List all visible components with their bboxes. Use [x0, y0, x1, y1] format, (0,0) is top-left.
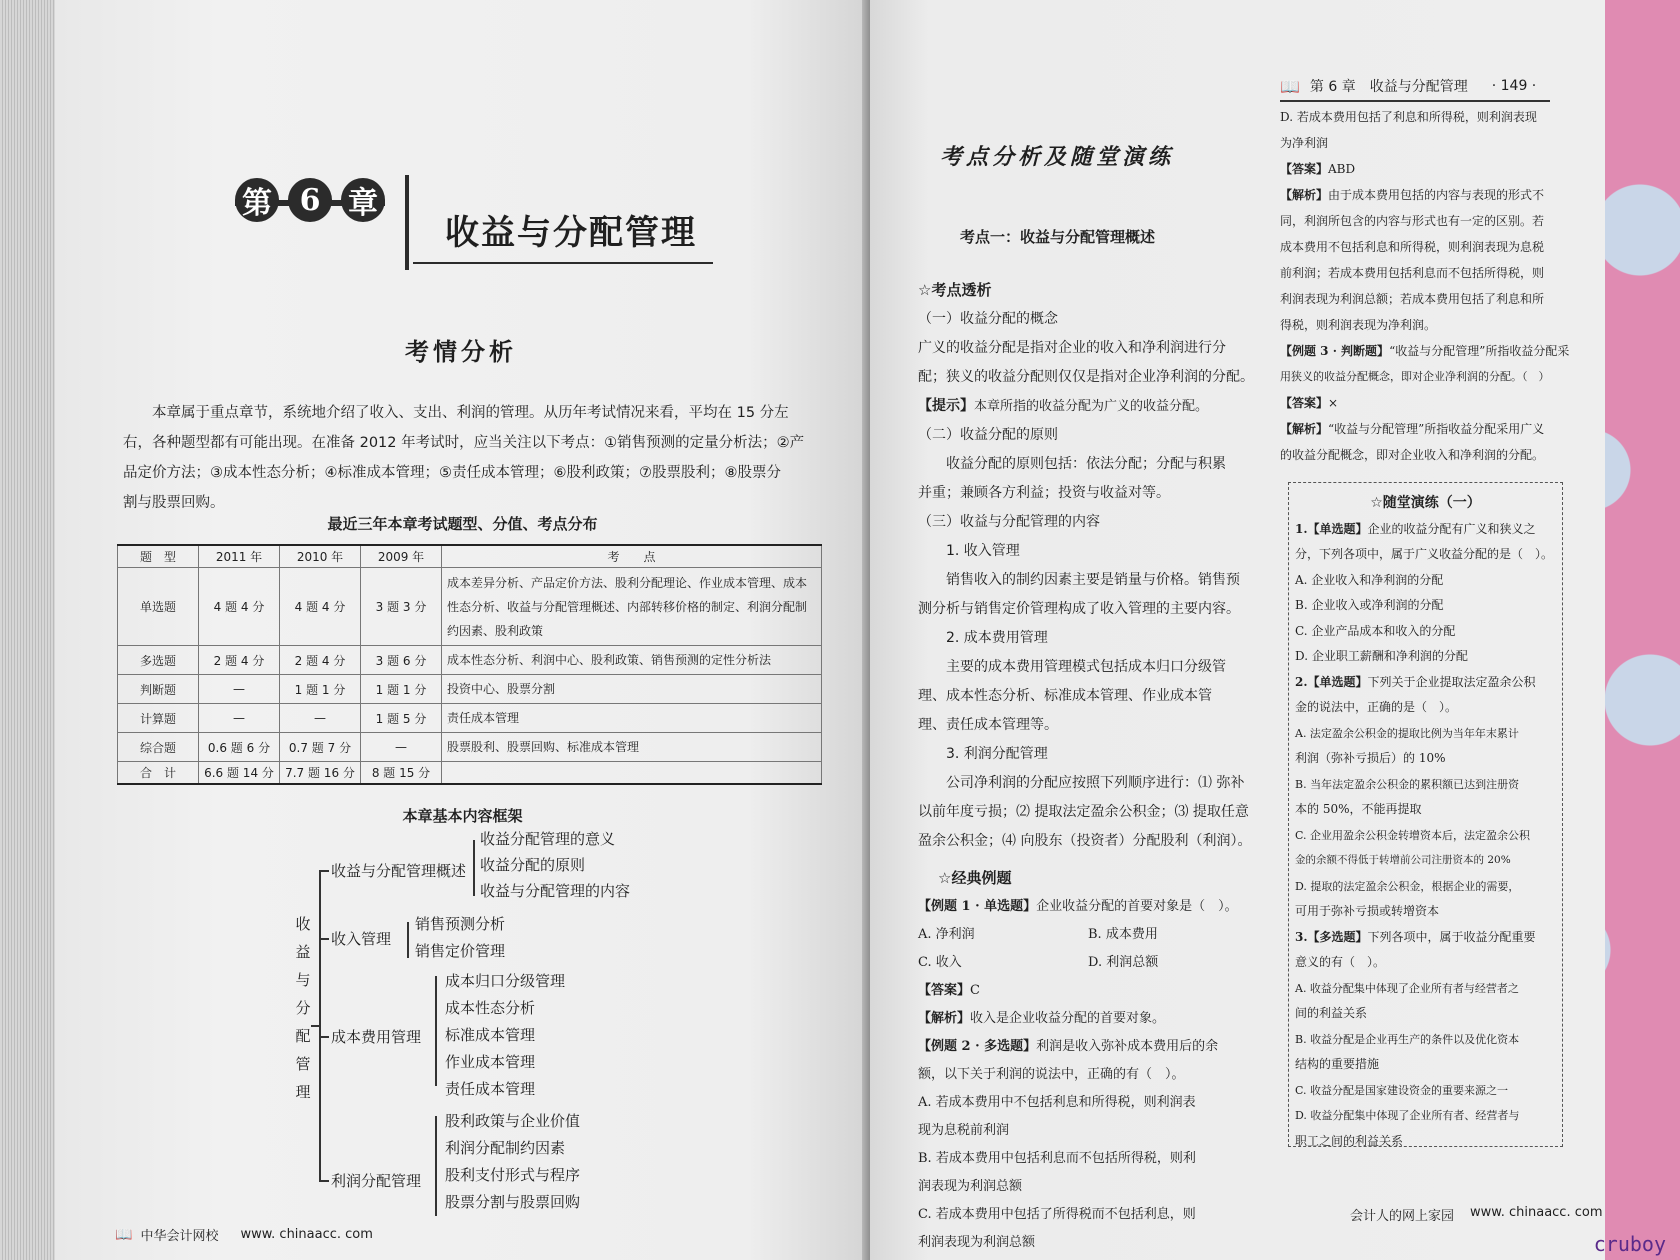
- intro-line: 品定价方法；③成本性态分析；④标准成本管理；⑤责任成本管理；⑥股利政策；⑦股票股利；⑧股票分: [123, 465, 781, 481]
- explanation-text: 利润表现为利润总额；若成本费用包括了利息和所: [1280, 292, 1545, 306]
- para-line: 盈余公积金；⑷ 向股东（投资者）分配股利（利润）。: [918, 833, 1252, 849]
- example-question: 企业收益分配的首要对象是（ ）。: [1036, 899, 1238, 914]
- tip: [918, 392, 1263, 421]
- watermark: cruboy: [1593, 1232, 1666, 1256]
- table-row: [118, 704, 822, 733]
- group-brace: [473, 840, 475, 896]
- example-1: [918, 893, 1263, 921]
- group-brace: [407, 922, 409, 958]
- option: B. 成本费用: [1088, 927, 1158, 942]
- brace-tick: [319, 870, 329, 872]
- tip-label: 【提示】: [918, 398, 974, 414]
- table-title: 最近三年本章考试题型、分值、考点分布: [327, 515, 598, 533]
- para-line: 配；狭义的收益分配则仅仅是指对企业净利润的分配。: [918, 369, 1254, 385]
- option: A. 净利润: [918, 927, 975, 942]
- explanation-label: 【解析】: [918, 1011, 971, 1026]
- option: A. 法定盈余公积金的提取比例为当年年末累计: [1295, 726, 1519, 740]
- chapter-prefix-badge: 第: [235, 178, 279, 222]
- option: B. 若成本费用中包括利息而不包括所得税，则利: [918, 1151, 1196, 1166]
- footer-brand: 中华会计网校: [140, 1229, 219, 1244]
- question-text: 下列各项中，属于收益分配重要: [1367, 929, 1536, 944]
- header-chapter: 第 6 章 收益与分配管理: [1309, 79, 1468, 95]
- exam-distribution-table: [117, 544, 822, 785]
- option: 现为息税前利润: [918, 1123, 1010, 1138]
- footer-slogan: 会计人的网上家园: [1350, 1209, 1455, 1224]
- para-heading: （二）收益分配的原则: [918, 427, 1058, 443]
- header-page-number: · 149 ·: [1491, 78, 1537, 94]
- question-label: 3.【多选题】: [1295, 929, 1368, 944]
- answer-value: C: [970, 983, 980, 998]
- header-rule: [1280, 100, 1550, 102]
- example-label: 【例题 3 · 判断题】: [1280, 344, 1390, 358]
- example-label: 【例题 1 · 单选题】: [918, 899, 1037, 914]
- option: 利润表现为利润总额: [918, 1235, 1036, 1250]
- option: 结构的重要措施: [1295, 1057, 1380, 1071]
- tree-item: 销售定价管理: [415, 942, 506, 960]
- option: D. 利润总额: [1088, 955, 1159, 970]
- brace-tick: [319, 1036, 329, 1038]
- table-row: [118, 646, 822, 675]
- cell-2011: 0.6 题 6 分: [199, 733, 280, 762]
- question-text: 下列关于企业提取法定盈余公积: [1367, 674, 1536, 689]
- example-2: [918, 1033, 1263, 1061]
- table-row: [118, 733, 822, 762]
- cell-2010: 0.7 题 7 分: [280, 733, 361, 762]
- cell-2010: —: [280, 704, 361, 733]
- option: D. 企业职工薪酬和净利润的分配: [1295, 649, 1468, 663]
- option: C. 企业用盈余公积金转增资本后，法定盈余公积: [1295, 828, 1531, 842]
- content-framework-tree: [295, 830, 855, 1220]
- option: A. 企业收入和净利润的分配: [1295, 572, 1444, 587]
- answer-value: ×: [1328, 396, 1339, 410]
- group-brace: [435, 976, 437, 1086]
- cell-type: 计算题: [118, 704, 199, 733]
- question-label: 1.【单选题】: [1295, 521, 1368, 536]
- chapter-number-badge: 6: [288, 178, 332, 222]
- para-line: 理、成本性态分析、标准成本管理、作业成本管: [918, 688, 1212, 704]
- para-line: 广义的收益分配是指对企业的收入和净利润进行分: [918, 340, 1226, 356]
- example-label: 【例题 2 · 多选题】: [918, 1039, 1037, 1054]
- answer: [1280, 390, 1570, 416]
- explanation-label: 【解析】: [1280, 188, 1329, 202]
- cell-2009: 3 题 6 分: [361, 646, 442, 675]
- cell-2010: 4 题 4 分: [280, 568, 361, 646]
- example-question: “收益与分配管理”所指收益分配采: [1389, 344, 1570, 358]
- para-line: 测分析与销售定价管理构成了收入管理的主要内容。: [918, 601, 1240, 617]
- intro-paragraph: [123, 398, 823, 518]
- explanation: [918, 1005, 1263, 1033]
- cell-2011: —: [199, 675, 280, 704]
- example-question: 用狭义的收益分配概念，即对企业净利润的分配。（ ）: [1280, 370, 1550, 383]
- table-header: 考 点: [442, 545, 822, 568]
- tree-item: 股利政策与企业价值: [445, 1112, 581, 1130]
- tree-item: 股票分割与股票回购: [445, 1193, 581, 1211]
- para-line: 并重；兼顾各方利益；投资与收益对等。: [918, 485, 1170, 501]
- tree-item: 成本归口分级管理: [445, 972, 566, 990]
- cell-2011: 2 题 4 分: [199, 646, 280, 675]
- cell-points: [442, 762, 822, 785]
- example-question: 利润是收入弥补成本费用后的余: [1036, 1039, 1219, 1054]
- cell-points: 成本差异分析、产品定价方法、股利分配理论、作业成本管理、成本性态分析、收益与分配管理概述、内部转移价格的制定、利润分配制约因素、股利政策: [442, 568, 822, 646]
- question-text: 分，下列各项中，属于广义收益分配的是（ ）。: [1295, 547, 1554, 561]
- explanation-text: 得税，则利润表现为净利润。: [1280, 318, 1437, 332]
- page-edges: [0, 0, 60, 1260]
- para-subheading: 3. 利润分配管理: [946, 746, 1048, 762]
- table-row: [118, 568, 822, 646]
- title-rule: [405, 175, 409, 270]
- cell-2010: 7.7 题 16 分: [280, 762, 361, 785]
- option: A. 收益分配集中体现了企业所有者与经营者之: [1295, 981, 1519, 995]
- answer-label: 【答案】: [1280, 162, 1329, 176]
- tree-item: 成本性态分析: [445, 999, 536, 1017]
- explanation-text: 前利润；若成本费用包括利息而不包括所得税，则: [1280, 266, 1545, 280]
- option: C. 若成本费用中包括了所得税而不包括利息，则: [918, 1207, 1196, 1222]
- example-options-row: [918, 949, 1263, 977]
- answer: [918, 977, 1263, 1005]
- tree-group-label: 收益与分配管理概述: [331, 862, 467, 880]
- para-subheading: 1. 收入管理: [946, 543, 1020, 559]
- question-label: 2.【单选题】: [1295, 674, 1368, 689]
- left-footer: [115, 1225, 373, 1244]
- table-header: 题 型: [118, 545, 199, 568]
- tree-item: 作业成本管理: [445, 1053, 536, 1071]
- intro-line: 割与股票回购。: [123, 495, 225, 511]
- question-text: 金的说法中，正确的是（ ）。: [1295, 700, 1458, 714]
- explanation-label: 【解析】: [1280, 422, 1329, 436]
- cell-2011: —: [199, 704, 280, 733]
- tree-item: 销售预测分析: [415, 915, 506, 933]
- explanation: [1280, 416, 1570, 442]
- tip-text: 本章所指的收益分配为广义的收益分配。: [974, 399, 1209, 414]
- tree-item: 收益与分配管理的内容: [480, 882, 631, 900]
- cell-2011: 4 题 4 分: [199, 568, 280, 646]
- para-line: 以前年度亏损；⑵ 提取法定盈余公积金；⑶ 提取任意: [918, 804, 1249, 820]
- classic-heading: ☆经典例题: [938, 869, 1012, 887]
- option: 职工之间的利益关系: [1295, 1133, 1404, 1148]
- cell-type: 多选题: [118, 646, 199, 675]
- intro-line: 本章属于重点章节，系统地介绍了收入、支出、利润的管理。从历年考试情况来看，平均在 15 分左: [152, 405, 789, 421]
- intro-line: 右，各种题型都有可能出现。在准备 2012 年考试时，应当关注以下考点：①销售预测的定量分析法；②产: [123, 435, 805, 451]
- table-row: [118, 675, 822, 704]
- cell-type: 综合题: [118, 733, 199, 762]
- cell-points: 责任成本管理: [442, 704, 822, 733]
- tree-item: 标准成本管理: [445, 1026, 536, 1044]
- subsection-title: 考点一：收益与分配管理概述: [960, 228, 1156, 246]
- option: 利润（弥补亏损后）的 10%: [1295, 751, 1446, 765]
- right-column: [1280, 104, 1570, 468]
- explanation-text: 成本费用不包括利息和所得税，则利润表现为息税: [1280, 240, 1545, 254]
- option: D. 收益分配集中体现了企业所有者、经营者与: [1295, 1109, 1520, 1122]
- para-line: 公司净利润的分配应按照下列顺序进行：⑴ 弥补: [946, 775, 1245, 791]
- cell-type: 判断题: [118, 675, 199, 704]
- chapter-suffix-badge: 章: [341, 178, 385, 222]
- cell-type: 合 计: [118, 762, 199, 785]
- practice-q3: [1295, 925, 1556, 951]
- option: 间的利益关系: [1295, 1006, 1368, 1020]
- explanation-text: 收入是企业收益分配的首要对象。: [970, 1011, 1166, 1026]
- answer: [1280, 156, 1570, 182]
- practice-q1: [1295, 517, 1556, 543]
- option: D. 提取的法定盈余公积金，根据企业的需要，: [1295, 879, 1520, 893]
- tree-item: 收益分配管理的意义: [480, 830, 616, 848]
- tree-group-label: 成本费用管理: [331, 1028, 422, 1046]
- example-question: 额，以下关于利润的说法中，正确的有（ ）。: [918, 1067, 1185, 1082]
- tree-item: 收益分配的原则: [480, 856, 586, 874]
- question-text: 企业的收益分配有广义和狭义之: [1367, 521, 1536, 536]
- para-subheading: 2. 成本费用管理: [946, 630, 1048, 646]
- group-brace: [435, 1116, 437, 1216]
- cell-2009: 1 题 5 分: [361, 704, 442, 733]
- footer-url: www. chinaacc. com: [1470, 1205, 1603, 1220]
- explanation-text: 的收益分配概念，即对企业收入和净利润的分配。: [1280, 448, 1545, 462]
- running-header: [1280, 76, 1536, 96]
- option: D. 若成本费用包括了利息和所得税，则利润表现: [1280, 110, 1537, 124]
- section-title: 考情分析: [405, 337, 517, 366]
- left-page: [55, 0, 870, 1260]
- cell-2010: 1 题 1 分: [280, 675, 361, 704]
- cell-2009: 1 题 1 分: [361, 675, 442, 704]
- explanation-text: 同，利润所包含的内容与形式也有一定的区别。若: [1280, 214, 1545, 228]
- example-options-row: [918, 921, 1263, 949]
- para-line: 收益分配的原则包括：依法分配；分配与积累: [946, 456, 1226, 472]
- para-heading: （三）收益与分配管理的内容: [918, 514, 1100, 530]
- option: C. 企业产品成本和收入的分配: [1295, 623, 1456, 638]
- book-icon: 📖: [1280, 76, 1300, 96]
- chapter-title: 收益与分配管理: [445, 213, 697, 253]
- cell-2009: 3 题 3 分: [361, 568, 442, 646]
- brace-tick: [319, 1180, 329, 1182]
- brace-tick: [311, 1025, 320, 1027]
- option: 金的余额不得低于转增前公司注册资本的 20%: [1295, 854, 1511, 866]
- para-line: 销售收入的制约因素主要是销量与价格。销售预: [946, 572, 1240, 588]
- right-footer: [1350, 1205, 1602, 1224]
- question-text: 意义的有（ ）。: [1295, 955, 1386, 969]
- brace-tick: [319, 938, 329, 940]
- para-heading: （一）收益分配的概念: [918, 311, 1058, 327]
- tree-group-label: 利润分配管理: [331, 1172, 422, 1190]
- exam-table-wrap: [117, 544, 822, 785]
- cell-type: 单选题: [118, 568, 199, 646]
- option: A. 若成本费用中不包括利息和所得税，则利润表: [918, 1095, 1196, 1110]
- answer-value: ABD: [1328, 162, 1356, 176]
- table-header: 2009 年: [361, 545, 442, 568]
- left-column: [918, 276, 1263, 1257]
- option: B. 收益分配是企业再生产的条件以及优化资本: [1295, 1032, 1520, 1046]
- option: 可用于弥补亏损或转增资本: [1295, 904, 1440, 918]
- explanation-text: “收益与分配管理”所指收益分配采用广义: [1328, 422, 1545, 436]
- cell-2011: 6.6 题 14 分: [199, 762, 280, 785]
- table-header: 2010 年: [280, 545, 361, 568]
- explanation-text: 由于成本费用包括的内容与表现的形式不: [1328, 188, 1545, 202]
- cell-points: 投资中心、股票分割: [442, 675, 822, 704]
- footer-url: www. chinaacc. com: [240, 1227, 373, 1242]
- tree-item: 利润分配制约因素: [445, 1139, 566, 1157]
- option: B. 企业收入或净利润的分配: [1295, 598, 1444, 612]
- para-line: 主要的成本费用管理模式包括成本归口分级管: [946, 659, 1226, 675]
- tree-group-label: 收入管理: [331, 930, 392, 948]
- section-title: 考点分析及随堂演练: [940, 144, 1175, 170]
- answer-label: 【答案】: [918, 983, 971, 998]
- cell-2010: 2 题 4 分: [280, 646, 361, 675]
- analysis-heading: ☆考点透析: [918, 281, 992, 299]
- answer-label: 【答案】: [1280, 396, 1329, 410]
- table-header: 2011 年: [199, 545, 280, 568]
- option: B. 当年法定盈余公积金的累积额已达到注册资: [1295, 777, 1520, 791]
- title-underline: [413, 262, 713, 264]
- para-line: 理、责任成本管理等。: [918, 717, 1058, 733]
- tree-root: 收益与分配管理: [295, 915, 311, 1101]
- example-3: [1280, 338, 1570, 364]
- framework-title: 本章基本内容框架: [402, 807, 523, 825]
- cell-2009: —: [361, 733, 442, 762]
- cell-2009: 8 题 15 分: [361, 762, 442, 785]
- practice-heading: ☆随堂演练（一）: [1370, 495, 1481, 511]
- book-logo-icon: 📖: [115, 1226, 133, 1243]
- cell-points: 股票股利、股票回购、标准成本管理: [442, 733, 822, 762]
- option: 本的 50%，不能再提取: [1295, 802, 1422, 816]
- cell-points: 成本性态分析、利润中心、股利政策、销售预测的定性分析法: [442, 646, 822, 675]
- option: 为净利润: [1280, 136, 1329, 150]
- tree-item: 股利支付形式与程序: [445, 1166, 581, 1184]
- option: C. 收益分配是国家建设资金的重要来源之一: [1295, 1083, 1509, 1097]
- practice-q2: [1295, 670, 1556, 696]
- table-row: [118, 762, 822, 785]
- option: C. 收入: [918, 955, 962, 970]
- explanation: [1280, 182, 1570, 208]
- tree-item: 责任成本管理: [445, 1080, 536, 1098]
- right-page: [870, 0, 1605, 1260]
- option: 润表现为利润总额: [918, 1179, 1023, 1194]
- practice-box: [1288, 482, 1563, 1147]
